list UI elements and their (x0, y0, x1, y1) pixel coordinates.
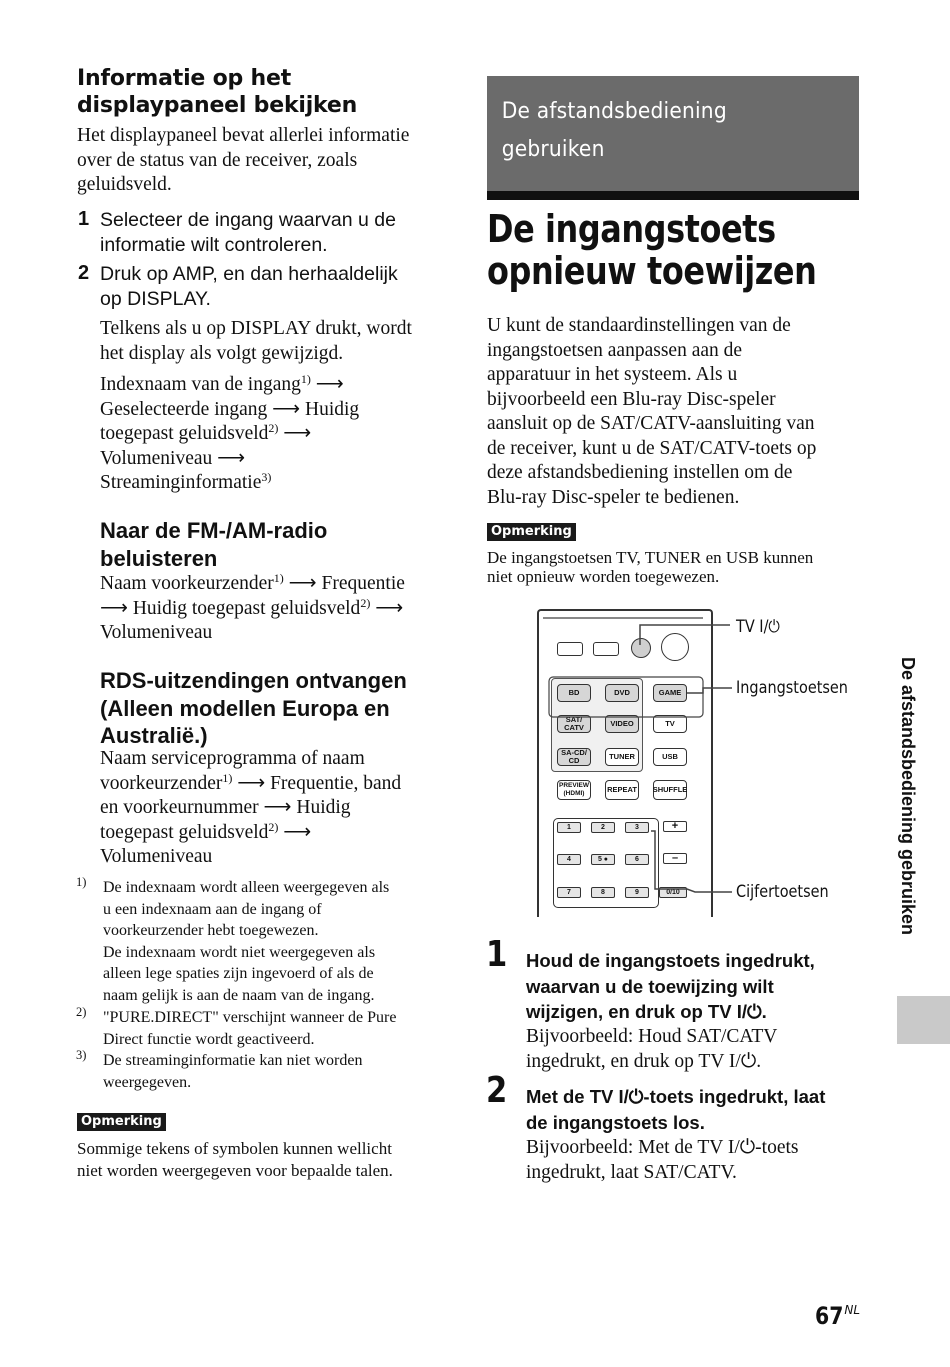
section-banner: De afstandsbediening gebruiken (487, 76, 859, 191)
intro-paragraph: U kunt de standaardinstellingen van de ingangstoetsen aanpassen aan de apparatuur in het systeem. Als u bijvoorbeeld een Blu-ray Disc-speler aansluit op de SAT/CATV-aansluiting van de receiver, kunt u de SAT/CATV-toets op deze afstandsbediening instellen om de Blu-ray Disc-speler te bedienen. (487, 315, 817, 508)
callout-input-keys: Ingangstoetsen (736, 678, 848, 698)
remote-bd-button: BD (557, 684, 591, 702)
remote-shuffle-button: SHUFFLE (653, 780, 687, 800)
subheading-rds: RDS-uitzendingen ontvangen (Alleen modellen Europa en Australië.) (100, 668, 407, 748)
num-key: 3 (625, 822, 649, 833)
arrow-icon: ⟶ (217, 447, 246, 469)
step-text: Selecteer de ingang waarvan u de informatie wilt controleren. (100, 209, 396, 256)
arrow-icon: ⟶ (272, 398, 301, 420)
callout-tv-power: TV I/⏻ (736, 617, 780, 637)
side-tab-label: De afstandsbediening gebruiken (898, 657, 918, 936)
arrow-icon: ⟶ (375, 597, 404, 619)
heading-line: Informatie op het (77, 66, 292, 91)
remote-video-button: VIDEO (605, 715, 639, 733)
arrow-icon: ⟶ (315, 374, 344, 395)
subheading-fm: Naar de FM-/AM-radio beluisteren (100, 518, 328, 571)
num-key: 0/10 (659, 887, 687, 898)
step-text: Druk op AMP, en dan herhaaldelijk op DISPLAY. (100, 263, 398, 310)
arrow-icon: ⟶ (237, 772, 266, 794)
remote-game-button: GAME (653, 684, 687, 702)
page-title: De ingangstoets opnieuw toewijzen (487, 207, 817, 293)
arrow-icon: ⟶ (288, 573, 317, 594)
arrow-icon: ⟶ (100, 597, 128, 619)
step-example: Bijvoorbeeld: Met de TV I/⏻-toets ingedrukt, laat SAT/CATV. (526, 1137, 799, 1183)
callout-numeric-keys: Cijfertoetsen (736, 882, 829, 902)
step-instruction: Met de TV I/⏻-toets ingedrukt, laat de ingangstoets los. (526, 1086, 826, 1133)
remote-satcatv-button: SAT/ CATV (557, 715, 591, 733)
num-key: 9 (625, 887, 649, 898)
page-number: $67^{NL}$ (815, 1302, 861, 1330)
num-key: 7 (557, 887, 581, 898)
footnote-1: De indexnaam wordt alleen weergegeven als u een indexnaam aan de ingang of voorkeurzender hebt toegewezen. De indexnaam wordt niet weergegeven als alleen lege spaties zijn ingevoerd of als de naam gelijk is aan de naam van de ingang. (103, 879, 390, 1004)
step-description: Telkens als u op DISPLAY drukt, wordt het display als volgt gewijzigd. (100, 318, 412, 364)
volume-plus-key: + (663, 821, 687, 832)
step-number: 2 (486, 1070, 508, 1111)
heading-line: displaypaneel bekijken (77, 93, 358, 118)
num-key: 5 ● (591, 854, 615, 865)
arrow-icon: ⟶ (283, 821, 312, 843)
footnote-marker: 3) (76, 1048, 87, 1062)
fm-sequence: Naam voorkeurzender$^{1)}$ ⟶ Frequentie ⟶ Huidig toegepast geluidsveld$^{2)}$ ⟶ Volumeniveau (100, 571, 405, 643)
footnote-2: "PURE.DIRECT" verschijnt wanneer de Pure Direct functie wordt geactiveerd. (103, 1009, 397, 1048)
display-sequence: Indexnaam van de ingang$^{1)}$ ⟶ Geselecteerde ingang ⟶ Huidig toegepast geluidsveld$^{2)}$ ⟶ Volumeniveau ⟶ Streaminginformatie$^{3)}$ (100, 372, 360, 493)
num-key: 4 (557, 854, 581, 865)
banner-underline (487, 191, 859, 200)
step-example: Bijvoorbeeld: Houd SAT/CATV ingedrukt, en druk op TV I/⏻. (526, 1026, 778, 1072)
section-heading (77, 65, 357, 119)
remote-usb-button: USB (653, 748, 687, 766)
arrow-icon: ⟶ (283, 423, 312, 444)
step-instruction: Houd de ingangstoets ingedrukt, waarvan u de toewijzing wilt wijzigen, en druk op TV I/⏻. (526, 950, 815, 1022)
num-key: 6 (625, 854, 649, 865)
remote-repeat-button: REPEAT (605, 780, 639, 800)
remote-illustration (535, 605, 855, 915)
step-number: 1 (486, 934, 508, 975)
step-number: 1 (78, 208, 90, 230)
volume-minus-key: – (663, 853, 687, 864)
remote-tv-button: TV (653, 715, 687, 733)
note-badge: Opmerking (487, 522, 576, 541)
num-key: 8 (591, 887, 615, 898)
footnote-3: De streaminginformatie kan niet worden weergegeven. (103, 1052, 363, 1091)
arrow-icon: ⟶ (263, 797, 292, 818)
footnote-marker: 1) (76, 875, 87, 889)
num-key: 2 (591, 822, 615, 833)
remote-tuner-button: TUNER (605, 748, 639, 766)
footnote-marker: 2) (76, 1005, 87, 1019)
note-text: De ingangstoetsen TV, TUNER en USB kunnen niet opnieuw worden toegewezen. (487, 548, 814, 586)
num-key: 1 (557, 822, 581, 833)
step-number: 2 (78, 262, 90, 284)
note-text: Sommige tekens of symbolen kunnen wellicht niet worden weergegeven voor bepaalde talen. (77, 1139, 393, 1180)
remote-preview-button: PREVIEW (HDMI) (557, 780, 591, 800)
remote-sacd-button: SA-CD/ CD (557, 748, 591, 766)
note-badge: Opmerking (77, 1112, 166, 1131)
rds-sequence: Naam serviceprogramma of naam voorkeurzender$^{1)}$ ⟶ Frequentie, band en voorkeurnummer ⟶ Huidig toegepast geluidsveld$^{2)}$ ⟶ Volumeniveau (100, 748, 402, 867)
remote-dvd-button: DVD (605, 684, 639, 702)
side-tab-marker (897, 996, 950, 1044)
callout-lines (535, 605, 855, 915)
intro-paragraph: Het displaypaneel bevat allerlei informatie over de status van de receiver, zoals geluidsveld. (77, 125, 410, 195)
